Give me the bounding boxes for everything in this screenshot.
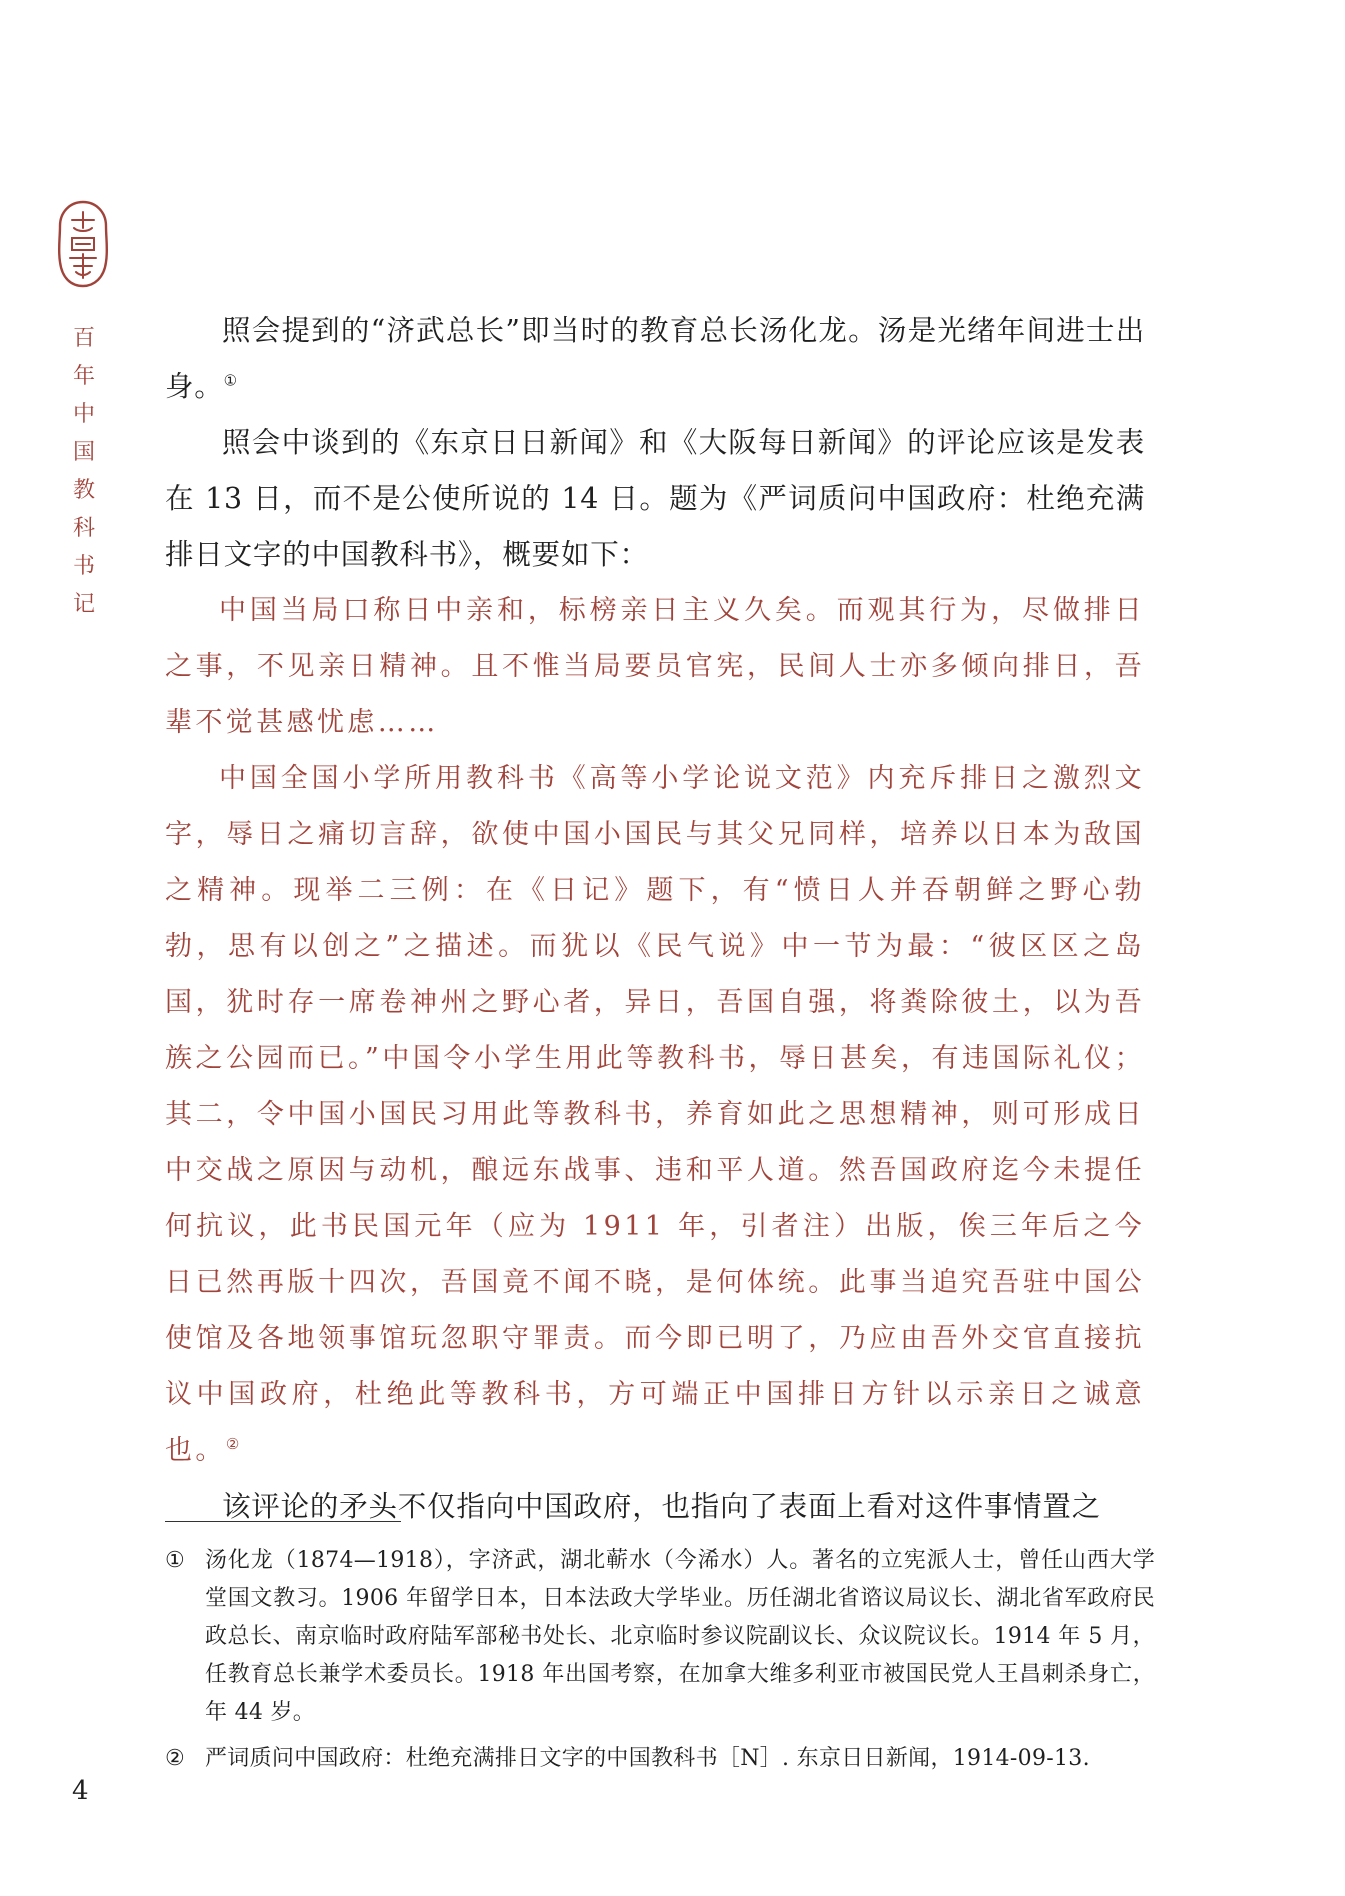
body-paragraph: 照会提到的“济武总长”即当时的教育总长汤化龙。汤是光绪年间进士出身。① [165,314,1145,403]
main-body [165,303,1145,1535]
running-title-char: 百 [72,326,95,351]
footnote-item [165,1740,1155,1778]
running-title-char: 教 [72,478,95,503]
footnote-number: ① [165,1548,185,1573]
footnote-number: ② [165,1746,185,1771]
running-title-char: 书 [72,554,95,579]
footnote-text: 严词质问中国政府：杜绝充满排日文字的中国教科书［N］. 东京日日新闻，1914-09-13. [205,1746,1090,1771]
body-paragraph: 该评论的矛头不仅指向中国政府，也指向了表面上看对这件事情置之 [222,1490,1102,1523]
footnote-ref[interactable]: ① [223,371,238,390]
quote-paragraph: 中国当局口称日中亲和，标榜亲日主义久矣。而观其行为，尽做排日之事，不见亲日精神。且不惟当局要员官宪，民间人士亦多倾向排日，吾辈不觉甚感忧虑…… [165,595,1145,738]
running-title-char: 年 [72,364,95,389]
body-paragraph: 照会中谈到的《东京日日新闻》和《大阪每日新闻》的评论应该是发表在 13 日，而不是公使所说的 14 日。题为《严词质问中国政府：杜绝充满排日文字的中国教科书》，概要如下： [165,426,1145,571]
running-title-char: 记 [72,592,95,617]
running-title-char: 国 [72,440,95,465]
page-number: 4 [72,1776,89,1806]
running-title-char: 科 [72,516,95,541]
running-title [69,320,99,624]
running-title-char: 中 [72,402,95,427]
footnote-divider [165,1521,401,1522]
footnotes [165,1542,1155,1786]
footnote-text: 汤化龙（1874—1918），字济武，湖北蕲水（今浠水）人。著名的立宪派人士，曾任山西大学堂国文教习。1906 年留学日本，日本法政大学毕业。历任湖北省谘议局议长、湖北省军政府民政总长、南京临时政府陆军部秘书处长、北京临时参议院副议长、众议院议长。1914 年 5 月，任教育总长兼学术委员长。1918 年出国考察，在加拿大维多利亚市被国民党人王昌刺杀身亡，年 44 岁。 [205,1548,1155,1725]
seal-stamp-icon [56,198,110,290]
footnote-ref[interactable]: ② [225,1435,240,1453]
footnote-item [165,1542,1155,1732]
quote-paragraph: 中国全国小学所用教科书《高等小学论说文范》内充斥排日之激烈文字，辱日之痛切言辞，欲使中国小国民与其父兄同样，培养以日本为敌国之精神。现举二三例：在《日记》题下，有“愤日人并吞朝鲜之野心勃勃，思有以创之”之描述。而犹以《民气说》中一节为最：“彼区区之岛国，犹时存一席卷神州之野心者，异日，吾国自强，将粪除彼土，以为吾族之公园而已。”中国令小学生用此等教科书，辱日甚矣，有违国际礼仪；其二，令中国小国民习用此等教科书，养育如此之思想精神，则可形成日中交战之原因与动机，酿远东战事、违和平人道。然吾国政府迄今未提任何抗议，此书民国元年（应为 1911 年，引者注）出版，俟三年后之今日已然再版十四次，吾国竟不闻不晓，是何体统。此事当追究吾驻中国公使馆及各地领事馆玩忽职守罪责。而今即已明了，乃应由吾外交官直接抗议中国政府，杜绝此等教科书，方可端正中国排日方针以示亲日之诚意也。② [165,763,1145,1466]
